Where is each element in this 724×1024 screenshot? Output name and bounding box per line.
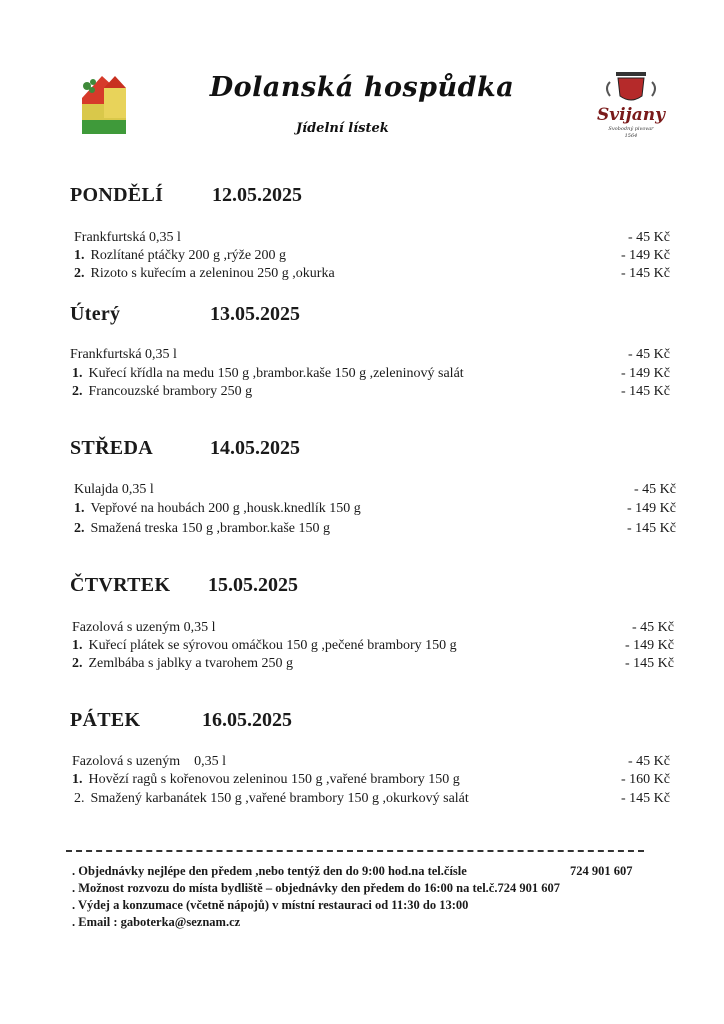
day-name: PÁTEK	[70, 709, 141, 731]
day-date: 12.05.2025	[212, 184, 302, 206]
menu-item: 2. Francouzské brambory 250 g	[72, 384, 253, 399]
menu-item-price: - 145 Kč	[625, 656, 674, 671]
footer-note: . Výdej a konzumace (včetně nápojů) v místní restauraci od 11:30 do 13:00	[72, 898, 469, 912]
menu-item: Fazolová s uzeným 0,35 l	[72, 620, 216, 635]
day-date: 14.05.2025	[210, 437, 300, 459]
menu-item: Kulajda 0,35 l	[74, 482, 154, 497]
footer-email: . Email : gaboterka@seznam.cz	[72, 915, 241, 929]
menu-item-price: - 45 Kč	[628, 347, 670, 362]
page-subtitle: Jídelní lístek	[296, 121, 389, 136]
menu-item: Frankfurtská 0,35 l	[74, 230, 181, 245]
day-date: 15.05.2025	[208, 574, 298, 596]
menu-item-price: - 145 Kč	[621, 266, 670, 281]
day-date: 13.05.2025	[210, 303, 300, 325]
day-name: STŘEDA	[70, 437, 153, 459]
menu-item-price: - 145 Kč	[627, 521, 676, 536]
brand-year: 1564	[624, 133, 638, 139]
footer-note: . Objednávky nejlépe den předem ,nebo tentýž den do 9:00 hod.na tel.čísle	[72, 864, 467, 878]
brand-name: Svijany	[596, 105, 666, 125]
menu-item: 2. Zemlbába s jablky a tvarohem 250 g	[72, 656, 293, 671]
menu-item-price: - 145 Kč	[621, 384, 670, 399]
day-name: PONDĚLÍ	[70, 184, 164, 206]
menu-item: Frankfurtská 0,35 l	[70, 347, 177, 362]
menu-item-price: - 160 Kč	[621, 772, 670, 787]
footer-phone: 724 901 607	[570, 864, 633, 878]
menu-item: 2. Rizoto s kuřecím a zeleninou 250 g ,okurka	[74, 266, 335, 281]
menu-item-price: - 45 Kč	[628, 230, 670, 245]
menu-item-price: - 145 Kč	[621, 791, 670, 806]
brand-subtitle: Svobodný pivovar	[608, 126, 654, 132]
menu-item-price: - 149 Kč	[621, 366, 670, 381]
day-name: ČTVRTEK	[70, 574, 171, 596]
menu-item: 2. Smažený karbanátek 150 g ,vařené brambory 150 g ,okurkový salát	[74, 791, 469, 806]
menu-item: 1. Kuřecí plátek se sýrovou omáčkou 150 g ,pečené brambory 150 g	[72, 638, 457, 653]
page-title: Dolanská hospůdka	[209, 72, 515, 103]
footer-note: . Možnost rozvozu do místa bydliště – objednávky den předem do 16:00 na tel.č.724 901 607	[72, 881, 560, 895]
menu-item-price: - 45 Kč	[634, 482, 676, 497]
day-name: Úterý	[70, 303, 121, 325]
menu-item-price: - 45 Kč	[628, 754, 670, 769]
menu-item: 2. Smažená treska 150 g ,brambor.kaše 150 g	[74, 521, 330, 536]
menu-item-price: - 149 Kč	[625, 638, 674, 653]
divider	[66, 850, 644, 852]
menu-item-price: - 149 Kč	[621, 248, 670, 263]
menu-item: 1. Vepřové na houbách 200 g ,housk.knedlík 150 g	[74, 501, 361, 516]
menu-item: 1. Rozlítané ptáčky 200 g ,rýže 200 g	[74, 248, 287, 263]
menu-item-price: - 45 Kč	[632, 620, 674, 635]
menu-item-price: - 149 Kč	[627, 501, 676, 516]
menu-item: 1. Kuřecí křídla na medu 150 g ,brambor.kaše 150 g ,zeleninový salát	[72, 366, 464, 381]
day-date: 16.05.2025	[202, 709, 292, 731]
menu-item: Fazolová s uzeným 0,35 l	[72, 754, 226, 769]
menu-item: 1. Hovězí ragů s kořenovou zeleninou 150 g ,vařené brambory 150 g	[72, 772, 460, 787]
brewery-logo-icon	[580, 70, 682, 144]
